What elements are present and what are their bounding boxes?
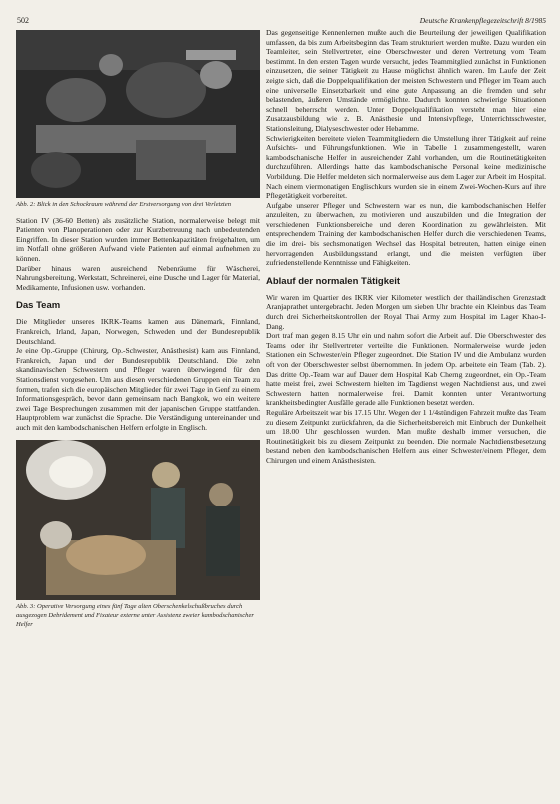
paragraph: Darüber hinaus waren ausreichend Nebenräume für Wäscherei, Nahrungsbereitung, Werkstatt, Schreinerei, eine Dusche und Lager für Material, Medikamente, Infusionen usw. vorhanden. xyxy=(16,263,260,292)
running-head: Deutsche Krankenpflegezeitschrift 8/1985 xyxy=(419,16,546,25)
paragraph: Je eine Op.-Gruppe (Chirurg, Op.-Schwester, Anästhesist) kam aus Finnland, Frankreich, Japan und der Bundesrepublik Deutschland. Die zehn skandinavischen Schwestern und Pfleger waren überwiegend für den Stationsdienst vorgesehen. Um aus diesen verschiedenen Gruppen ein Team zu formen, trafen sich die europäischen Mitglieder für zwei Tage in Genf zu einem Informationsgespräch, bevor dann gemeinsam nach Bangkok, wo ein weitere zwei Tage Besprechungen zusammen mit der japanischen Gruppe stattfanden. Hauptproblem war zunächst die Sprache. Die Verständigung untereinander und auch mit den kambodschanischen Helfern erfolgte in Englisch. xyxy=(16,346,260,432)
paragraph: Die Mitglieder unseres IKRK-Teams kamen aus Dänemark, Finnland, Frankreich, Irland, Japan, Norwegen, Schweden und der Bundesrepublik Deutschland. xyxy=(16,317,260,346)
paragraph: Dort traf man gegen 8.15 Uhr ein und nahm sofort die Arbeit auf. Die Oberschwester des Teams oder ihr Stellvertreter verteilte die Funktionen. Normalerweise wurde jeden Stationen ein Schwester/ein Pfleger zugeordnet. Die Station IV und die Ambulanz wurden oft von der Oberschwester selbst übernommen. In jedem Op. arbeitete ein Team (Tab. 2). Das dritte Op.-Team war auf Dauer dem Hospital Kab Cherng zugeordnet, ein Op.-Team hatte meist frei, zwei Schwestern hielten im Tagdienst wegen Nachtdienst aus, und zwei Schwestern hatten normalerweise frei. Damit konnten unter Verantwortung krankheitsbedingter Ausfälle gerade alle Funktionen besetzt werden. xyxy=(266,331,546,408)
paragraph: Das gegenseitige Kennenlernen mußte auch die Beurteilung der jeweiligen Qualifikation umfassen, da bis zum Arbeitsbeginn das Team strukturiert werden mußte. Dazu wurden ein Teamleiter, sein Stellvertreter, eine Oberschwester und deren Vertretung vom Team bestimmt. In den ersten Tagen wurde versucht, jedes Teammitglied zunächst in Funktionen einzusetzen, die seiner Tätigkeit zu Hause möglichst ähnlich waren. Im Laufe der Zeit zeigte sich, daß die Doppelqualifikation der meisten Schwestern und Pfleger im Team auch eine universelle Einsetzbarkeit und eine gute Anpassung an die fremden und sehr belastenden, äußeren Umstände ermöglichte. Dadurch konnten schwierige Situationen schnell beherrscht werden. Unter Doppelqualifikation versteht man hier eine Zusatzausbildung wie z. B. Anästhesie und Intensivpflege, Unterrichtsschwester, Stationsleitung, Dialyseschwester oder Hebamme. xyxy=(266,28,546,133)
page-number: 502 xyxy=(17,16,29,25)
paragraph: Schwierigkeiten bereitete vielen Teammitgliedern die Umstellung ihrer Tätigkeit auf reine Aufsichts- und Führungsfunktionen. Wie in Tabelle 1 zusammengestellt, waren kambodschanische Helfer in ausreichender Zahl vorhanden, um die Routinetätigkeiten durchzuführen. Allerdings hatte das kambodschanische Personal keine medizinische Vorbildung. Die Helfer meldeten sich normalerweise aus dem Lager zur Arbeit im Hospital. Nach einem viermonatigen Englischkurs wurden sie in einem Zwei-Wochen-Kurs auf ihre Pflegetätigkeit vorbereitet. xyxy=(266,133,546,201)
photo-shock-room xyxy=(16,30,260,198)
right-column xyxy=(266,28,546,466)
section-heading-workflow: Ablauf der normalen Tätigkeit xyxy=(266,275,401,287)
paragraph: Wir waren im Quartier des IKRK vier Kilometer westlich der thailändischen Grenzstadt Aranjaprathet untergebracht. Jeden Morgen um sieben Uhr brachte ein Kleinbus das Team durch drei Sicherheitskontrollen der Royal Thai Army zum Hospital im Lager Khao-I-Dang. xyxy=(266,292,546,331)
left-column xyxy=(16,30,260,635)
caption-figure-3: Abb. 3: Operative Versorgung eines fünf Tage alten Oberschenkelschußbruches durch ausgezogen Debridement und Fixateur externe unter Assistenz zweier kambodschanischer Helfer xyxy=(16,603,254,628)
paragraph: Aufgabe unserer Pfleger und Schwestern war es nun, die kambodschanischen Helfer anzuleiten, zu überwachen, zu motivieren und auszubilden und die Integration der verschiedenen Funktionsbereiche und deren Koordination zu gewährleisten. Mit entsprechendem Training der kambodschanischen Helfer durch die verschiedenen Teams, die im drei- bis sechsmonatigen Wechsel das Hospital betreuten, hatten einige einen hervorragenden Ausbildungsstand erlangt, und die meisten verfügten über zufriedenstellende Kenntnisse und Fähigkeiten. xyxy=(266,200,546,268)
caption-figure-2: Abb. 2: Blick in den Schockraum während der Erstversorgung von drei Verletzten xyxy=(16,201,231,208)
photo-operation xyxy=(16,440,260,600)
paragraph: Station IV (36-60 Betten) als zusätzliche Station, normalerweise belegt mit Patienten von Planoperationen oder zur Kurzbetreuung nach unbedeutenden Eingriffen. In dieser Station wurden immer Bettenkapazitäten freigehalten, um im Notfall ohne größeren Aufwand viele Patienten auf einmal aufnehmen zu können. xyxy=(16,215,260,263)
section-heading-team: Das Team xyxy=(16,300,61,312)
paragraph: Reguläre Arbeitszeit war bis 17.15 Uhr. Wegen der 1 1/4stündigen Fahrzeit mußte das Team zu diesem Zeitpunkt zurückfahren, da die Sicherheitsbereich mit Einbruch der Dunkelheit um 18.00 Uhr geschlossen wurden. Man mußte deshalb immer versuchen, die Routinetätigkeit bis zu diesem Zeitpunkt zu beenden. Die normale Nachtdienstbesetzung bestand neben den kambodschanischen Helfern aus einer Schwester/einem Pfleger, dem Chirurgen und einem Anästhesisten. xyxy=(266,407,546,465)
